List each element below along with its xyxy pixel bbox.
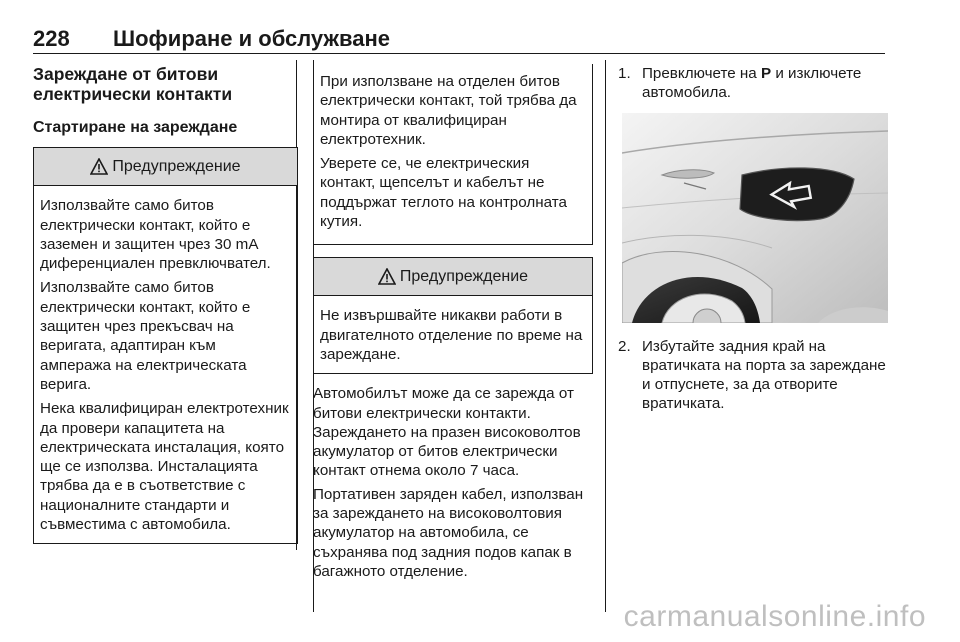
warning-icon	[90, 158, 108, 175]
step-number: 2.	[618, 337, 631, 355]
warning-paragraph: Използвайте само битов електрически контакт, който е заземен и защитен чрез 30 mA диференциален превключвател.	[40, 197, 271, 273]
page-title: Шофиране и обслужване	[113, 26, 391, 51]
column-3	[618, 64, 888, 422]
gear-p-label: P	[760, 65, 772, 82]
warning-icon	[378, 268, 396, 285]
col2-right-rule	[605, 60, 606, 612]
column-2	[313, 64, 593, 581]
watermark: carmanualsonline.info	[623, 600, 926, 633]
step-text: Избутайте задния край на вратичката на порта за зареждане и отпуснете, за да отворите вратичката.	[642, 337, 886, 413]
step-text: Превключете на P и изключете автомобила.	[642, 65, 862, 102]
warning-header	[34, 148, 297, 186]
warning-paragraph: Не извършвайте никакви работи в двигателното отделение по време на зареждане.	[320, 307, 583, 363]
warning-header	[314, 258, 592, 296]
car-rear-illustration	[622, 113, 888, 323]
column-1	[33, 64, 298, 544]
body-paragraph: Портативен заряден кабел, използван за зареждането на високоволтовия акумулатор на автомобила, се съхранява под задния подов капак в багажното отделение.	[313, 485, 584, 580]
warning-title: Предупреждение	[399, 268, 529, 286]
warning-box	[313, 257, 593, 374]
note-paragraph: Уверете се, че електрическия контакт, щепселът и кабелът не поддържат теглото на контролната кутия.	[320, 155, 567, 231]
charging-port-illustration	[622, 113, 888, 323]
warning-paragraph: Нека квалифициран електротехник да провери капацитета на електрическата инсталация, която ще се използва. Инсталацията трябва да е в съответствие с националните стандарти и съвместима с автомобила.	[40, 400, 289, 534]
warning-box	[33, 147, 298, 544]
header-rule	[33, 53, 885, 54]
page-header	[33, 26, 885, 56]
step-2	[618, 337, 888, 414]
step-number: 1.	[618, 65, 631, 82]
page-number: 228	[33, 26, 70, 51]
body-paragraph: Автомобилът може да се зарежда от битови електрически контакти. Зареждането на празен високоволтов акумулатор от битов електрически контакт отнема около 7 часа.	[313, 385, 581, 480]
warning-paragraph: Използвайте само битов електрически контакт, който е защитен чрез прекъсвач на веригата, адаптиран към ампеража на електрическата верига.	[40, 279, 251, 393]
section-heading: Зареждане от битови електрически контакти	[33, 64, 233, 104]
step-1	[618, 64, 888, 103]
note-paragraph: При използване на отделен битов електрически контакт, той трябва да монтира от квалифициран електротехник.	[320, 73, 577, 148]
note-box	[313, 64, 593, 245]
subsection-heading: Стартиране на зареждане	[33, 119, 238, 136]
warning-title: Предупреждение	[112, 158, 241, 176]
warning-body	[314, 296, 592, 373]
warning-body	[34, 186, 297, 543]
